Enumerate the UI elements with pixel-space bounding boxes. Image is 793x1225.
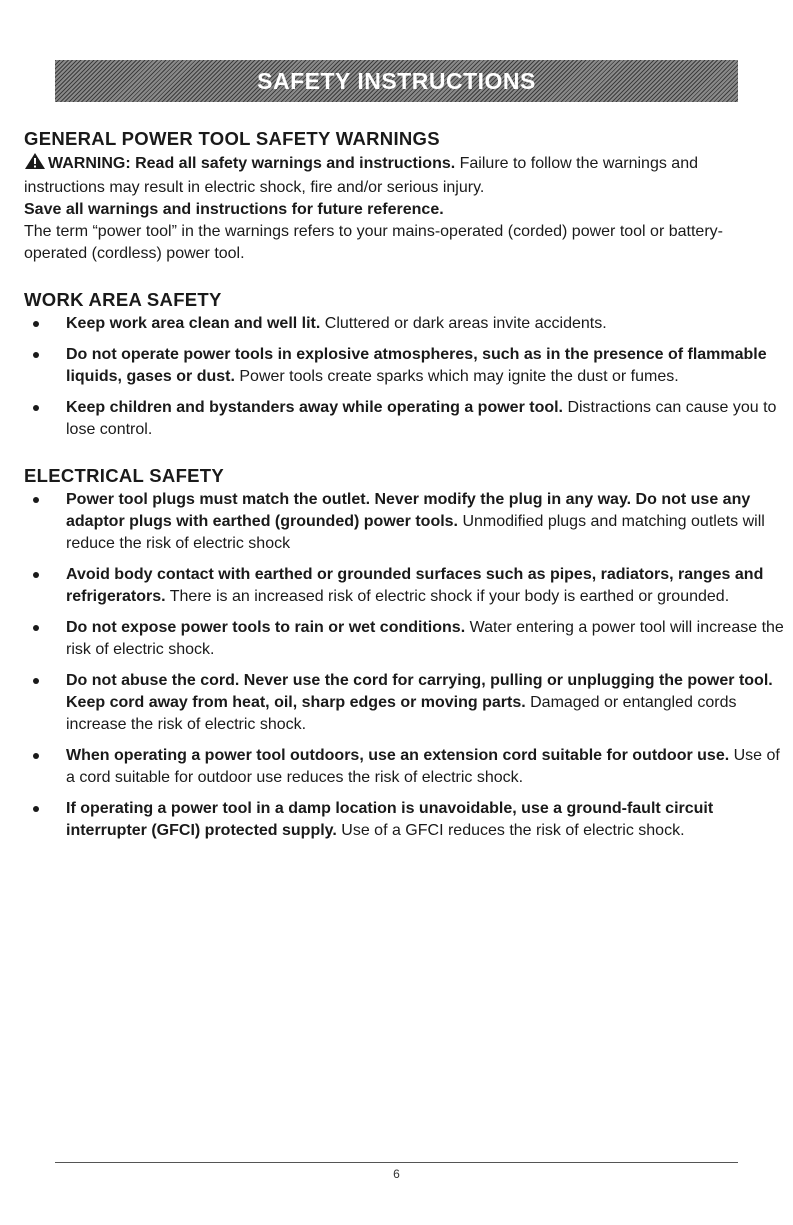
warning-bold-text: WARNING: Read all safety warnings and instructions. bbox=[48, 155, 456, 172]
list-item bbox=[0, 798, 793, 842]
electrical-list bbox=[0, 489, 793, 842]
work-area-heading: WORK AREA SAFETY bbox=[24, 289, 222, 310]
list-item bbox=[0, 489, 793, 555]
item-body-text: Power tools create sparks which may ignite the dust or fumes. bbox=[234, 368, 679, 385]
item-bold-text: Do not operate power tools in explosive atmospheres, such as in the presence of flammable liquids, gases or dust. bbox=[66, 346, 767, 385]
list-item bbox=[0, 670, 793, 736]
bullet-dot-icon bbox=[33, 405, 39, 411]
item-bold-text: If operating a power tool in a damp location is unavoidable, use a ground-fault circuit interrupter (GFCI) protected supply. bbox=[66, 800, 714, 839]
bullet-dot-icon bbox=[33, 753, 39, 759]
item-bold-text: Do not expose power tools to rain or wet conditions. bbox=[66, 619, 466, 636]
item-bold-text: Avoid body contact with earthed or grounded surfaces such as pipes, radiators, ranges and refrigerators. bbox=[66, 566, 764, 605]
save-instructions: Save all warnings and instructions for future reference. bbox=[24, 201, 444, 218]
footer-divider bbox=[55, 1162, 738, 1163]
bullet-dot-icon bbox=[33, 678, 39, 684]
power-tool-term: The term “power tool” in the warnings refers to your mains-operated (corded) power tool or battery-operated (cordless) power tool. bbox=[24, 223, 723, 262]
list-item bbox=[0, 313, 793, 335]
section-banner bbox=[55, 60, 738, 102]
item-body-text: Distractions can cause you to lose control. bbox=[66, 399, 777, 438]
page-number: 6 bbox=[393, 1167, 400, 1181]
item-body-text: Cluttered or dark areas invite accidents. bbox=[320, 315, 607, 332]
item-bold-text: Do not abuse the cord. Never use the cord for carrying, pulling or unplugging the power tool. Keep cord away from heat, oil, sharp edges or moving parts. bbox=[66, 672, 773, 711]
list-item bbox=[0, 564, 793, 608]
list-item bbox=[0, 397, 793, 441]
warning-body-text: Failure to follow the warnings and instructions may result in electric shock, fire and/or serious injury. bbox=[24, 155, 698, 196]
bullet-dot-icon bbox=[33, 352, 39, 358]
item-body-text: Damaged or entangled cords increase the risk of electric shock. bbox=[66, 694, 737, 733]
bullet-dot-icon bbox=[33, 321, 39, 327]
bullet-dot-icon bbox=[33, 572, 39, 578]
item-body-text: Use of a cord suitable for outdoor use reduces the risk of electric shock. bbox=[66, 747, 780, 786]
work-area-list bbox=[0, 313, 793, 441]
banner-title: SAFETY INSTRUCTIONS bbox=[257, 67, 536, 94]
item-bold-text: When operating a power tool outdoors, use an extension cord suitable for outdoor use. bbox=[66, 747, 730, 764]
item-bold-text: Power tool plugs must match the outlet. Never modify the plug in any way. Do not use any adaptor plugs with earthed (grounded) power tools. bbox=[66, 491, 751, 530]
list-item bbox=[0, 745, 793, 789]
general-heading: GENERAL POWER TOOL SAFETY WARNINGS bbox=[24, 128, 440, 149]
bullet-dot-icon bbox=[33, 497, 39, 503]
item-bold-text: Keep work area clean and well lit. bbox=[66, 315, 321, 332]
bullet-dot-icon bbox=[33, 806, 39, 812]
electrical-heading: ELECTRICAL SAFETY bbox=[24, 465, 225, 486]
page-content bbox=[0, 126, 793, 851]
warning-triangle-icon bbox=[24, 152, 46, 177]
warning-paragraph bbox=[0, 152, 793, 199]
bullet-dot-icon bbox=[33, 625, 39, 631]
list-item bbox=[0, 617, 793, 661]
item-body-text: Unmodified plugs and matching outlets will reduce the risk of electric shock bbox=[66, 513, 765, 552]
list-item bbox=[0, 344, 793, 388]
item-bold-text: Keep children and bystanders away while operating a power tool. bbox=[66, 399, 563, 416]
item-body-text: There is an increased risk of electric shock if your body is earthed or grounded. bbox=[165, 588, 730, 605]
item-body-text: Use of a GFCI reduces the risk of electric shock. bbox=[336, 822, 685, 839]
item-body-text: Water entering a power tool will increase the risk of electric shock. bbox=[66, 619, 784, 658]
